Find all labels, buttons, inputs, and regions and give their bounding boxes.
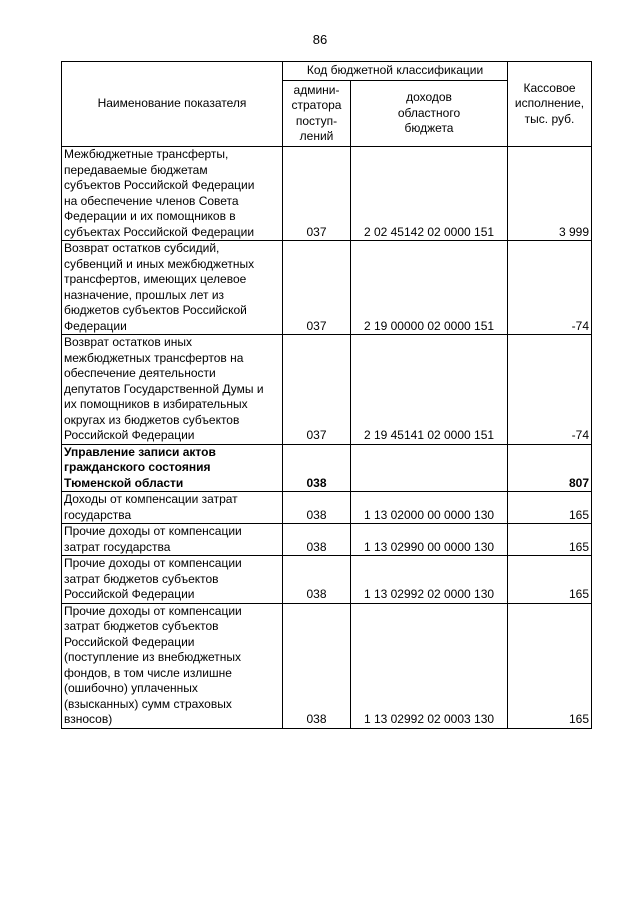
cash-execution-cell: 807 (508, 444, 592, 492)
indicator-name-cell: Межбюджетные трансферты, передаваемые бюджетам субъектов Российской Федерации на обеспечение членов Совета Федерации и их помощников в субъектах Российской Федерации (62, 147, 283, 241)
header-indicator-name: Наименование показателя (62, 62, 283, 147)
page-number: 86 (312, 32, 328, 47)
administrator-code-cell: 038 (283, 603, 351, 728)
table-row (62, 335, 592, 445)
indicator-name-cell: Управление записи актов гражданского состояния Тюменской области (62, 444, 283, 492)
table-row (62, 556, 592, 604)
table-row (62, 524, 592, 556)
revenue-code-cell: 1 13 02992 02 0003 130 (351, 603, 508, 728)
budget-table (61, 61, 592, 729)
revenue-code-cell: 1 13 02992 02 0000 130 (351, 556, 508, 604)
administrator-code-cell: 037 (283, 241, 351, 335)
table-row (62, 147, 592, 241)
administrator-code-cell: 038 (283, 524, 351, 556)
revenue-code-cell: 1 13 02000 00 0000 130 (351, 492, 508, 524)
table-row (62, 444, 592, 492)
administrator-code-cell: 038 (283, 492, 351, 524)
table-header (62, 62, 592, 147)
table-body (62, 147, 592, 729)
cash-execution-cell: 165 (508, 603, 592, 728)
header-revenue-code: доходов областного бюджета (351, 81, 508, 147)
cash-execution-cell: -74 (508, 335, 592, 445)
cash-execution-cell: 165 (508, 524, 592, 556)
revenue-code-cell (351, 444, 508, 492)
indicator-name-cell: Прочие доходы от компенсации затрат государства (62, 524, 283, 556)
cash-execution-cell: 165 (508, 492, 592, 524)
indicator-name-cell: Доходы от компенсации затрат государства (62, 492, 283, 524)
administrator-code-cell: 037 (283, 147, 351, 241)
indicator-name-cell: Прочие доходы от компенсации затрат бюджетов субъектов Российской Федерации (поступление из внебюджетных фондов, в том числе излишне (ошибочно) уплаченных (взысканных) сумм страховых взносов) (62, 603, 283, 728)
revenue-code-cell: 2 19 45141 02 0000 151 (351, 335, 508, 445)
revenue-code-cell: 1 13 02990 00 0000 130 (351, 524, 508, 556)
revenue-code-cell: 2 19 00000 02 0000 151 (351, 241, 508, 335)
table-row (62, 241, 592, 335)
table-row (62, 603, 592, 728)
administrator-code-cell: 038 (283, 444, 351, 492)
indicator-name-cell: Прочие доходы от компенсации затрат бюджетов субъектов Российской Федерации (62, 556, 283, 604)
cash-execution-cell: -74 (508, 241, 592, 335)
indicator-name-cell: Возврат остатков иных межбюджетных трансфертов на обеспечение деятельности депутатов Государственной Думы и их помощников в избирательных округах из бюджетов субъектов Российской Федерации (62, 335, 283, 445)
cash-execution-cell: 3 999 (508, 147, 592, 241)
indicator-name-cell: Возврат остатков субсидий, субвенций и иных межбюджетных трансфертов, имеющих целевое назначение, прошлых лет из бюджетов субъектов Российской Федерации (62, 241, 283, 335)
table-row (62, 492, 592, 524)
revenue-code-cell: 2 02 45142 02 0000 151 (351, 147, 508, 241)
header-cash-execution: Кассовое исполнение, тыс. руб. (508, 62, 592, 147)
cash-execution-cell: 165 (508, 556, 592, 604)
administrator-code-cell: 037 (283, 335, 351, 445)
header-classification-code: Код бюджетной классификации (283, 62, 508, 81)
header-administrator-code: админи- стратора поступ- лений (283, 81, 351, 147)
administrator-code-cell: 038 (283, 556, 351, 604)
